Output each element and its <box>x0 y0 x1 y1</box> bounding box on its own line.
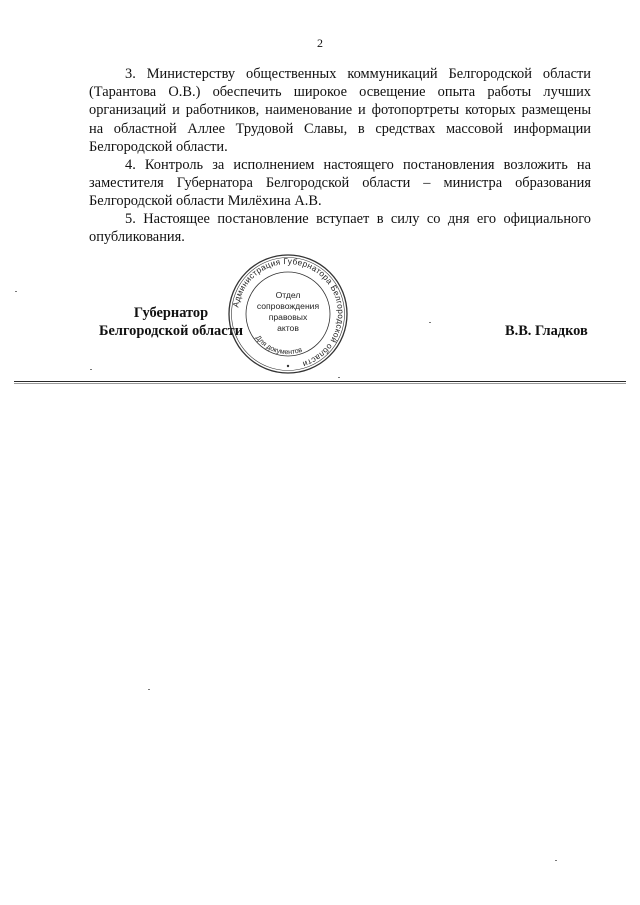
stamp-center-line3: правовых <box>268 312 308 322</box>
stamp-center-line2: сопровождения <box>256 301 320 311</box>
paragraph-item-3: 3. Министерству общественных коммуникаций Белгородской области (Тарантова О.В.) обеспечить широкое освещение опыта работы лучших организаций и работников, наименование и фотопортреты которых размещены на областной Аллее Трудовой Славы, в средствах массовой информации Белгородской области. <box>89 66 591 155</box>
paragraph-item-4: 4. Контроль за исполнением настоящего постановления возложить на заместителя Губернатора Белгородской области – министра образования Белгородской области Милёхина А.В. <box>89 157 591 210</box>
scan-speck <box>90 369 92 370</box>
scan-speck <box>555 860 557 861</box>
stamp-bottom-text <box>254 334 303 356</box>
scan-speck <box>148 689 150 690</box>
stamp-bottom-textpath: Для документов <box>254 334 304 357</box>
signatory-title <box>94 304 248 340</box>
paragraph-item-5: 5. Настоящее постановление вступает в силу со дня его официального опубликования. <box>89 211 591 246</box>
page-divider <box>14 381 626 382</box>
scan-speck <box>338 377 340 378</box>
stamp-ring-textpath: Администрация Губернатора Белгородской области <box>230 255 347 370</box>
official-stamp <box>227 253 349 375</box>
stamp-center-line4: актов <box>277 323 299 333</box>
scan-speck <box>15 291 17 292</box>
signatory-title-line2: Белгородской области <box>98 323 244 340</box>
signatory-name: В.В. Гладков <box>505 323 588 339</box>
signatory-title-line1: Губернатор <box>133 305 209 321</box>
scan-speck <box>429 322 431 323</box>
page-number: 2 <box>317 36 323 50</box>
stamp-center-line1: Отдел <box>275 290 301 300</box>
page-divider-shadow <box>14 383 626 384</box>
